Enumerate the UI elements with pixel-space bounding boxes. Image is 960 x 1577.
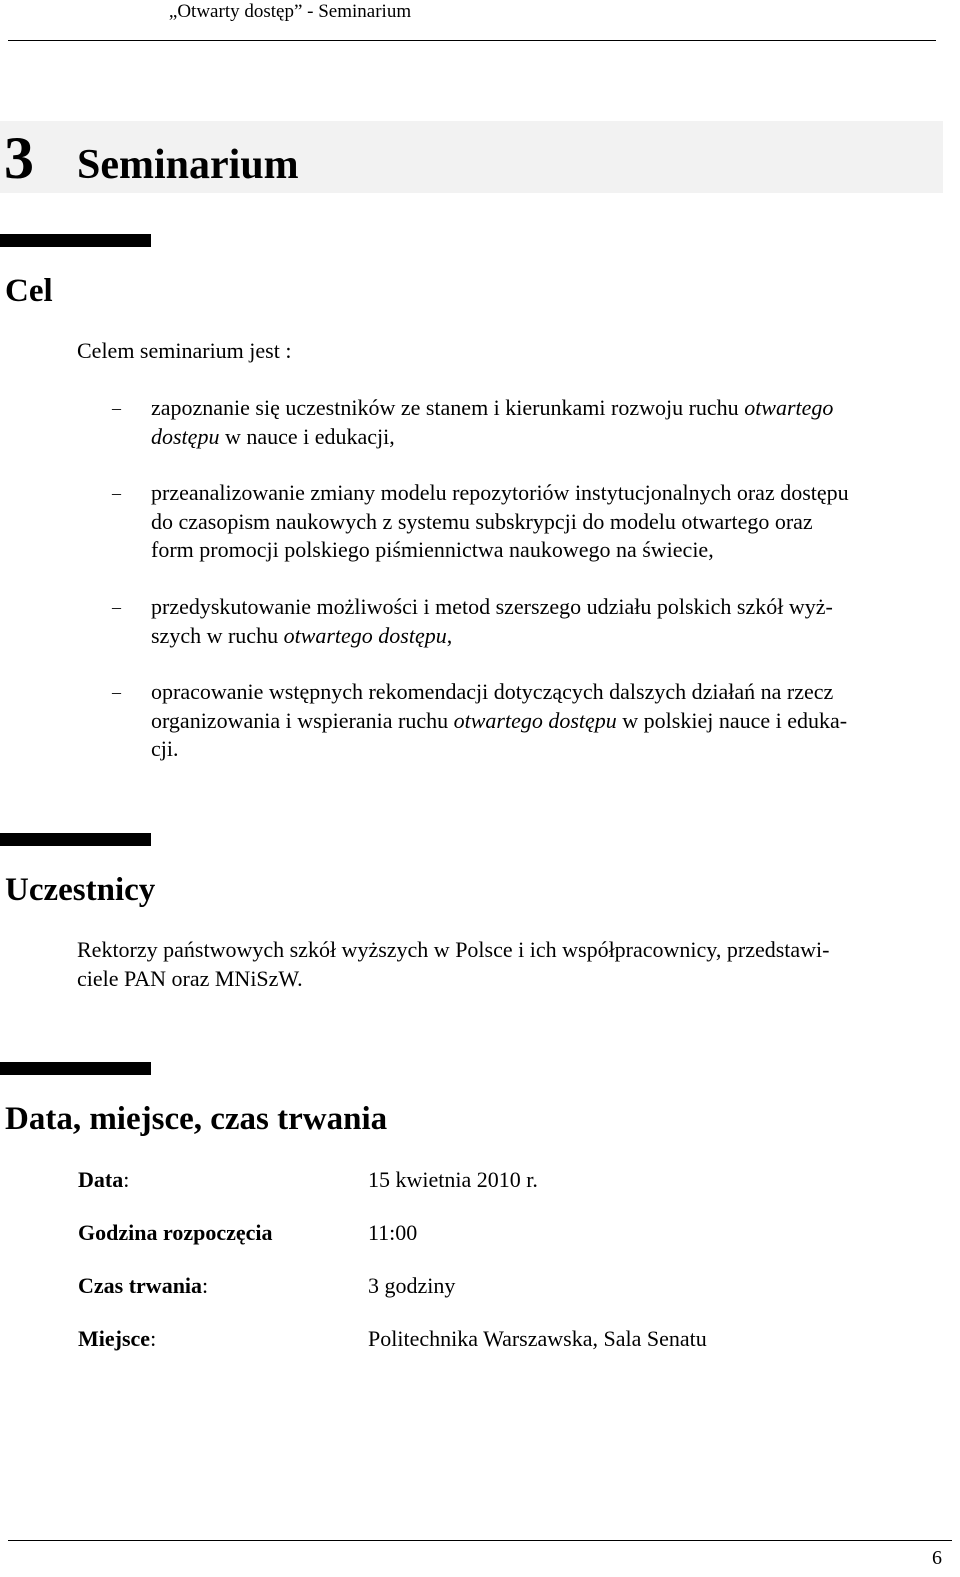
info-value-duration: 3 godziny <box>368 1273 456 1298</box>
info-label-date-colon: : <box>123 1167 130 1192</box>
list-item-2-line-2: do czasopism naukowych z systemu subskrypcji do modelu otwartego oraz <box>151 508 813 534</box>
list-bullet-2: – <box>112 483 121 503</box>
uczestnicy-text <box>77 936 947 993</box>
section-heading-uczestnicy: Uczestnicy <box>5 872 156 908</box>
info-label-duration-colon: : <box>202 1273 209 1298</box>
section-heading-details: Data, miejsce, czas trwania <box>5 1101 388 1137</box>
header-rule <box>8 40 936 41</box>
list-bullet-1: – <box>112 398 121 418</box>
info-label-place <box>78 1325 156 1353</box>
list-bullet-4: – <box>112 682 121 702</box>
section-bar-cel <box>0 234 151 247</box>
list-item-1-text-c: w nauce i edukacji, <box>219 423 395 449</box>
list-item-1 <box>151 394 941 451</box>
list-item-1-emphasis-a: otwartego <box>744 395 834 420</box>
info-label-duration-text: Czas trwania <box>78 1273 203 1298</box>
list-item-3-line-1: przedyskutowanie możliwości i metod szerszego udziału polskich szkół wyż- <box>151 594 833 619</box>
list-item-4-text-end: w polskiej nauce i eduka- <box>616 707 848 733</box>
page-number: 6 <box>932 1547 942 1569</box>
list-item-3 <box>151 593 941 650</box>
list-item-4 <box>151 678 941 764</box>
uczestnicy-line-1: Rektorzy państwowych szkół wyższych w Polsce i ich współpracownicy, przedstawi- <box>77 937 830 962</box>
info-label-duration <box>78 1272 208 1300</box>
page-header: „Otwarty dostęp” - Seminarium <box>168 1 412 22</box>
info-label-start-time <box>78 1219 273 1247</box>
uczestnicy-line-2: ciele PAN oraz MNiSzW. <box>77 965 303 991</box>
list-item-1-text: zapoznanie się uczestników ze stanem i kierunkami rozwoju ruchu <box>151 395 745 420</box>
info-label-place-text: Miejsce <box>78 1326 151 1351</box>
list-item-2-line-3: form promocji polskiego piśmiennictwa naukowego na świecie, <box>151 537 714 562</box>
info-label-start-time-text: Godzina rozpoczęcia <box>78 1220 273 1245</box>
info-label-place-colon: : <box>150 1326 157 1351</box>
chapter-number: 3 <box>4 125 34 191</box>
list-item-4-line-1: opracowanie wstępnych rekomendacji dotyczących dalszych działań na rzecz <box>151 679 834 704</box>
list-item-3-emphasis: otwartego dostępu <box>283 622 447 648</box>
list-item-4-line-3: cji. <box>151 736 179 761</box>
info-label-date <box>78 1166 129 1194</box>
section-heading-cel: Cel <box>5 273 53 309</box>
list-item-2 <box>151 479 941 565</box>
list-item-4-text: organizowania i wspierania ruchu <box>151 707 454 733</box>
info-value-place: Politechnika Warszawska, Sala Senatu <box>368 1326 707 1351</box>
list-item-4-emphasis: otwartego dostępu <box>453 707 617 733</box>
section-bar-details <box>0 1062 151 1075</box>
list-bullet-3: – <box>112 597 121 617</box>
chapter-title: Seminarium <box>77 142 299 188</box>
section-bar-uczestnicy <box>0 833 151 846</box>
cel-intro: Celem seminarium jest : <box>77 338 292 363</box>
info-label-date-text: Data <box>78 1167 124 1192</box>
info-value-date: 15 kwietnia 2010 r. <box>368 1167 538 1192</box>
list-item-1-emphasis-b: dostępu <box>151 423 220 449</box>
info-value-start-time: 11:00 <box>368 1220 418 1245</box>
list-item-2-line-1: przeanalizowanie zmiany modelu repozytoriów instytucjonalnych oraz dostępu <box>151 480 849 505</box>
footer-rule <box>8 1540 952 1541</box>
list-item-3-text: szych w ruchu <box>151 622 284 648</box>
list-item-3-text-end: , <box>446 622 453 648</box>
